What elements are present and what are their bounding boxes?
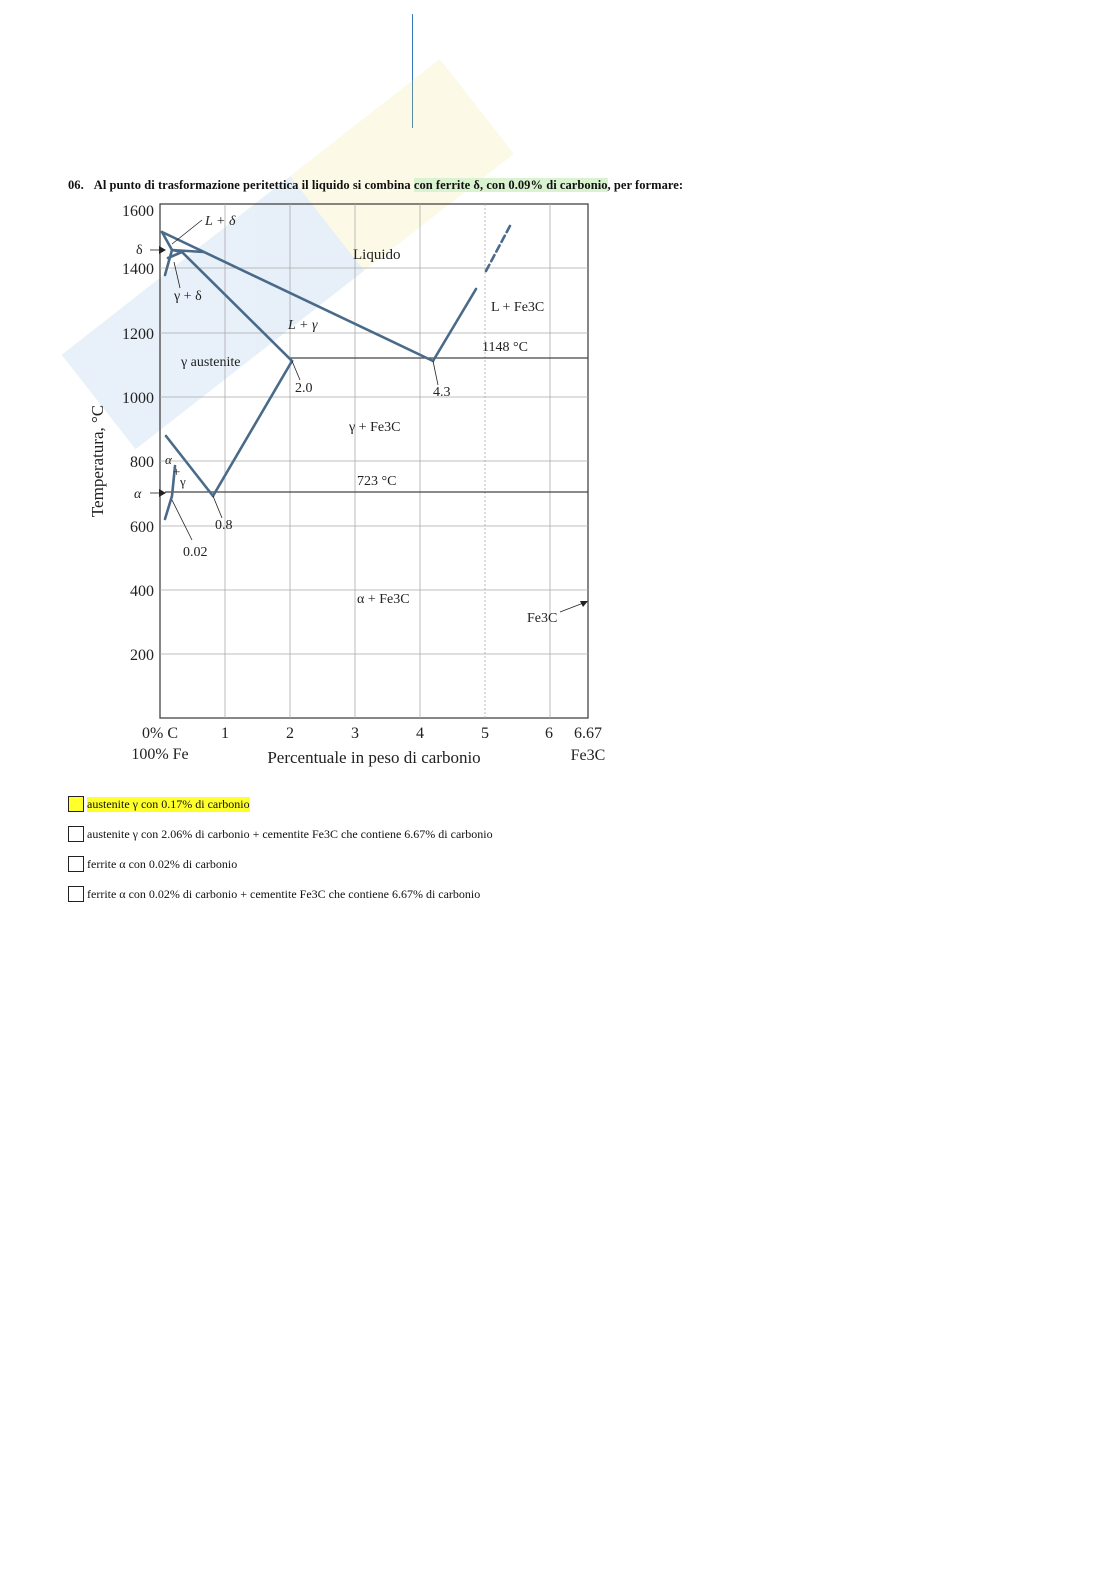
region-alpha-gamma-plus: + [173, 464, 181, 479]
region-fe3c: Fe3C [527, 611, 558, 626]
answer-checkbox[interactable] [68, 856, 84, 872]
temp-723: 723 °C [357, 474, 397, 489]
question-text-start: Al punto di trasformazione peritettica il liquido si combina [93, 178, 414, 192]
point-4-3: 4.3 [433, 385, 451, 400]
y-tick-label: 600 [130, 519, 154, 536]
region-liquid: Liquido [353, 247, 401, 263]
y-tick-label: 1200 [122, 326, 154, 343]
answer-option-2[interactable] [68, 825, 493, 843]
region-gamma-delta: γ + δ [174, 289, 202, 304]
region-alpha-gamma-gamma: γ [180, 474, 186, 489]
leader-lines [150, 220, 586, 612]
x-tick-label: 6.67 [574, 725, 602, 742]
region-l-gamma: L + γ [288, 318, 318, 333]
answer-option-3[interactable] [68, 855, 237, 873]
point-0-8: 0.8 [215, 518, 233, 533]
region-labels [165, 214, 557, 626]
x-right-label: Fe3C [570, 747, 606, 764]
answer-option-1[interactable] [68, 795, 250, 813]
answer-checkbox[interactable] [68, 886, 84, 902]
region-l-fe3c: L + Fe3C [491, 300, 545, 315]
liquidus-line [162, 232, 476, 361]
point-0-02: 0.02 [183, 545, 208, 560]
y-tick-label: 1400 [122, 261, 154, 278]
y-tick-labels [122, 203, 154, 664]
question-number: 06. [68, 178, 84, 192]
region-alpha-fe3c: α + Fe3C [357, 592, 410, 607]
y-tick-label: 400 [130, 583, 154, 600]
region-l-delta: L + δ [205, 214, 236, 229]
x-tick-label: 4 [416, 725, 424, 742]
x-tick-label: 1 [221, 725, 229, 742]
y-tick-label: 200 [130, 647, 154, 664]
region-austenite: γ austenite [181, 355, 241, 370]
delta-marker: δ [136, 243, 143, 258]
alpha-marker: α [134, 487, 142, 502]
liquidus-dashed [486, 224, 511, 271]
question-highlight: con ferrite δ, con 0.09% di carbonio [413, 178, 608, 192]
region-alpha-gamma: α [165, 452, 172, 467]
answer-checkbox[interactable] [68, 826, 84, 842]
y-tick-label: 1600 [122, 203, 154, 220]
x-origin-label-2: 100% Fe [131, 746, 189, 763]
answer-text: austenite γ con 0.17% di carbonio [87, 796, 250, 811]
y-tick-label: 1000 [122, 390, 154, 407]
region-gamma-fe3c: γ + Fe3C [349, 420, 401, 435]
x-axis-title: Percentuale in peso di carbonio [267, 748, 481, 767]
x-tick-label: 6 [545, 725, 553, 742]
point-2-0: 2.0 [295, 381, 313, 396]
x-tick-label: 3 [351, 725, 359, 742]
answer-text: ferrite α con 0.02% di carbonio [87, 856, 238, 871]
question-text-end: , per formare: [607, 178, 684, 192]
x-tick-labels [131, 725, 605, 767]
x-tick-label: 5 [481, 725, 489, 742]
answer-text: austenite γ con 2.06% di carbonio + cementite Fe3C che contiene 6.67% di carbonio [87, 826, 493, 841]
temp-1148: 1148 °C [482, 340, 528, 355]
answer-checkbox[interactable] [68, 796, 84, 812]
x-tick-label: 2 [286, 725, 294, 742]
x-origin-label: 0% C [142, 725, 178, 742]
answer-option-4[interactable] [68, 885, 480, 903]
answer-text: ferrite α con 0.02% di carbonio + cementite Fe3C che contiene 6.67% di carbonio [87, 886, 481, 901]
y-tick-label: 800 [130, 454, 154, 471]
y-axis-title: Temperatura, °C [88, 404, 107, 518]
